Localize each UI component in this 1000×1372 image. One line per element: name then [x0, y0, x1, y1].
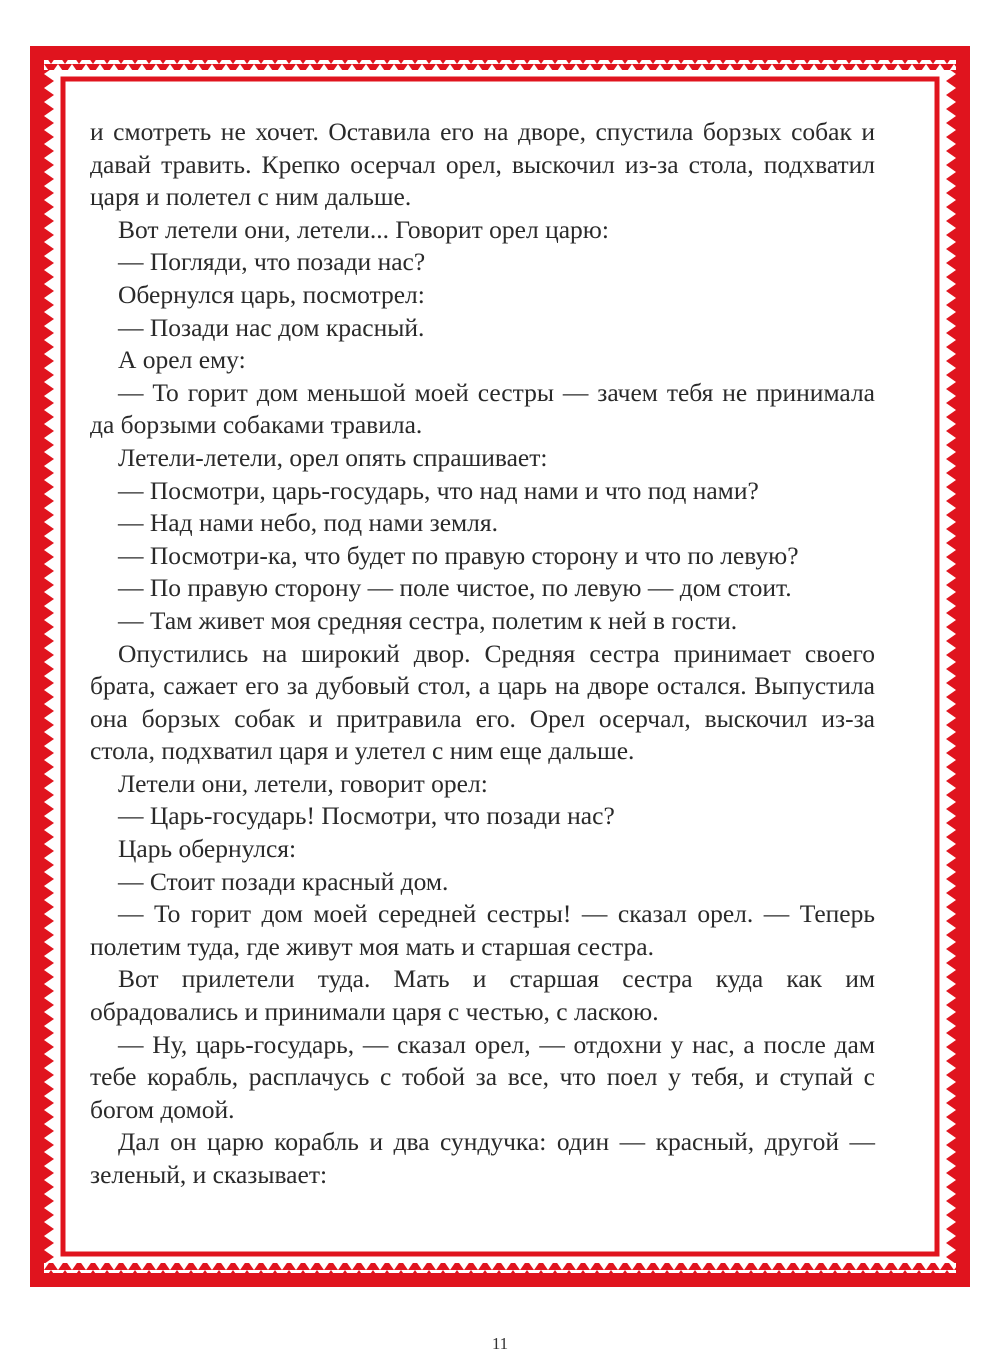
paragraph-17: Царь обернулся:	[118, 834, 297, 864]
paragraph-22: Дал он царю корабль и два сундучка: один — красный, другой — зеленый, и сказывает:	[90, 1127, 875, 1189]
paragraph-20: Вот прилетели туда. Мать и старшая сестра куда как им обрадовались и принимали царя с честью, с ласкою.	[90, 964, 875, 1027]
paragraph-16: — Царь-государь! Посмотри, что позади нас?	[118, 801, 615, 831]
paragraph-4: Обернулся царь, посмотрел:	[118, 279, 425, 309]
paragraph-19: — То горит дом моей середней сестры! — сказал орел. — Теперь полетим туда, где живут моя мать и старшая сестра.	[90, 899, 875, 961]
paragraph-21: — Ну, царь-государь, — сказал орел, — отдохни у нас, а после дам тебе корабль, расплачусь с тобой за все, что поел у тебя, и ступай с богом домой.	[90, 1029, 875, 1124]
paragraph-11: — Посмотри-ка, что будет по правую сторону и что по левую?	[118, 540, 799, 570]
border-fringe-right	[946, 70, 956, 1263]
paragraph-15: Летели они, летели, говорит орел:	[118, 768, 488, 798]
paragraph-1: и смотреть не хочет. Оставила его на дворе, спустила борзых собак и давай травить. Крепко осерчал орел, выскочил из-за стола, подхватил царя и полетел с ним дальше.	[90, 117, 875, 212]
paragraph-13: — Там живет моя средняя сестра, полетим к ней в гости.	[118, 605, 738, 635]
page-number: 11	[491, 1334, 509, 1353]
paragraph-10: — Над нами небо, под нами земля.	[118, 508, 499, 538]
border-fringe-left	[44, 70, 54, 1263]
paragraph-8: Летели-летели, орел опять спрашивает:	[118, 442, 548, 472]
paragraph-5: — Позади нас дом красный.	[118, 312, 425, 342]
paragraph-12: — По правую сторону — поле чистое, по левую — дом стоит.	[118, 573, 792, 603]
paragraph-9: — Посмотри, царь-государь, что над нами и что под нами?	[118, 475, 759, 505]
paragraph-2: Вот летели они, летели... Говорит орел царю:	[118, 214, 609, 244]
paragraph-7: — То горит дом меньшой моей сестры — зачем тебя не принимала да борзыми собаками травила.	[90, 377, 875, 440]
paragraph-18: — Стоит позади красный дом.	[118, 866, 449, 896]
border-fringe-top	[44, 60, 956, 70]
paragraph-14: Опустились на широкий двор. Средняя сестра принимает своего брата, сажает его за дубовый стол, а царь на дворе остался. Выпустила она борзых собак и притравила его. Орел осерчал, выскочил из-за стола, подхватил царя и улетел с ним еще дальше.	[90, 638, 875, 766]
paragraph-3: — Погляди, что позади нас?	[118, 247, 426, 277]
story-text	[90, 116, 875, 1192]
paragraph-6: А орел ему:	[118, 345, 246, 375]
border-fringe-bottom	[44, 1263, 956, 1273]
